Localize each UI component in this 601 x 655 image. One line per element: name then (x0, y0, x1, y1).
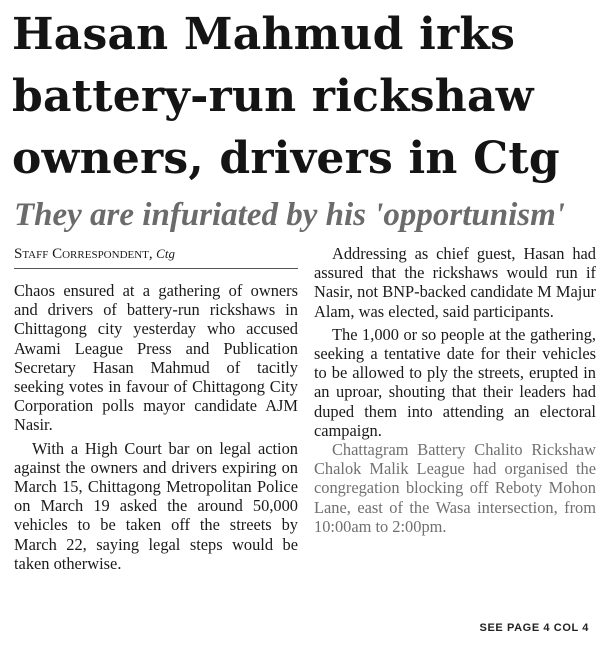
right-column (314, 244, 596, 536)
headline-line-3: owners, drivers in Ctg (12, 133, 560, 184)
body-paragraph: Chaos ensured at a gathering of owners and drivers of battery-run rickshaws in Chittagong city yesterday who accused Awami League Press and Publication Secretary Hasan Mahmud of tacitly seeking votes in favour of Chittagong City Corporation polls mayor candidate AJM Nasir. (14, 281, 298, 435)
body-paragraph: Chattagram Battery Chalito Rickshaw Chalok Malik League had organised the congregation blocking off Reboty Mohon Lane, east of the Wasa intersection, from 10:00am to 2:00pm. (314, 440, 596, 536)
byline-location: Ctg (156, 246, 175, 261)
body-paragraph: With a High Court bar on legal action against the owners and drivers expiring on March 15, Chittagong Metropolitan Police on March 19 asked the around 50,000 vehicles to be taken off the streets by March 22, saying legal steps would be taken otherwise. (14, 438, 298, 573)
headline (12, 4, 597, 190)
byline-name: Staff Correspondent, (14, 246, 153, 262)
subheadline: They are infuriated by his 'opportunism' (14, 197, 565, 233)
headline-line-2: battery-run rickshaw (12, 71, 534, 122)
headline-line-1: Hasan Mahmud irks (12, 9, 516, 60)
left-column (14, 244, 298, 573)
byline (14, 244, 298, 269)
continuation-reference: SEE PAGE 4 COL 4 (479, 622, 589, 634)
body-paragraph: Addressing as chief guest, Hasan had assured that the rickshaws would run if Nasir, not BNP-backed candidate M Majur Alam, was elected, said participants. (314, 244, 596, 321)
body-paragraph: The 1,000 or so people at the gathering, seeking a tentative date for their vehicles to be allowed to ply the streets, erupted in an uproar, shouting that their leaders had duped them into attending an electoral campaign. (314, 324, 596, 440)
